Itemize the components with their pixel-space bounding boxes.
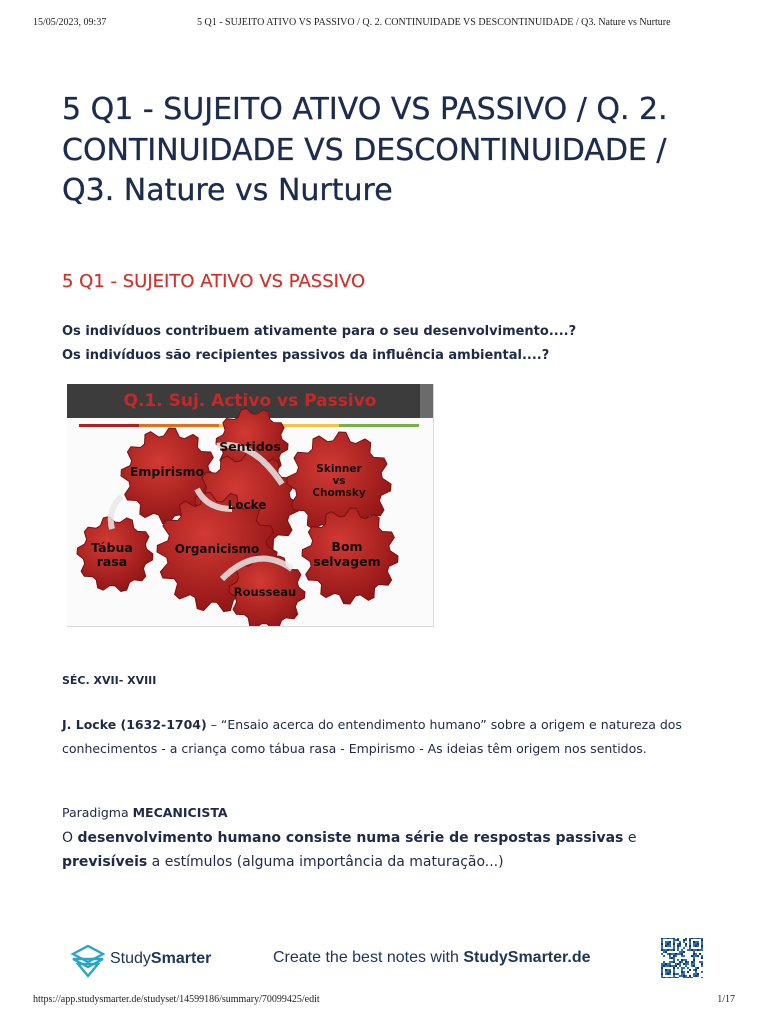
qr-cell [701, 955, 703, 957]
qr-cell [699, 949, 701, 951]
qr-cell [701, 961, 703, 963]
qr-cell [667, 943, 669, 945]
qr-cell [677, 973, 679, 975]
qr-cell [699, 953, 701, 955]
qr-cell [693, 945, 695, 947]
qr-cell [685, 975, 687, 977]
qr-cell [677, 959, 679, 961]
qr-cell [681, 951, 683, 953]
qr-cell [697, 941, 699, 943]
qr-cell [701, 977, 703, 978]
qr-cell [673, 959, 675, 961]
locke-rest: sobre a origem e natureza dos conhecimentos - a criança como tábua rasa - Empirismo - As ideias têm origem nos sentidos. [62, 717, 682, 756]
qr-cell [695, 941, 697, 943]
qr-cell [683, 977, 685, 978]
qr-cell [685, 939, 687, 941]
qr-cell [669, 963, 671, 965]
qr-cell [677, 949, 679, 951]
qr-cell [677, 938, 679, 939]
qr-cell [681, 973, 683, 975]
qr-cell [685, 961, 687, 963]
qr-cell [661, 965, 663, 967]
qr-cell [663, 949, 665, 951]
qr-cell [661, 977, 663, 978]
qr-cell [693, 953, 695, 955]
qr-cell [693, 965, 695, 967]
gear-label-skinner-3: Chomsky [312, 487, 366, 499]
qr-cell [677, 977, 679, 978]
qr-cell [685, 945, 687, 947]
qr-cell [675, 953, 677, 955]
qr-cell [697, 955, 699, 957]
qr-cell [669, 941, 671, 943]
qr-cell [669, 965, 671, 967]
qr-cell [683, 939, 685, 941]
qr-cell [687, 977, 689, 978]
qr-cell [683, 959, 685, 961]
qr-cell [689, 941, 691, 943]
qr-cell [679, 975, 681, 977]
qr-cell [689, 969, 691, 971]
gear-label-skinner-1: Skinner [316, 463, 362, 475]
print-footer [33, 994, 735, 1008]
gear-label-tabua-2: rasa [96, 554, 128, 569]
qr-cell [665, 945, 667, 947]
qr-cell [661, 973, 663, 975]
studysmarter-logo[interactable] [70, 941, 220, 977]
qr-cell [693, 951, 695, 953]
gear-label-bom-1: Bom [331, 539, 363, 554]
qr-cell [685, 943, 687, 945]
qr-cell [669, 973, 671, 975]
qr-cell [673, 957, 675, 959]
qr-cell [673, 961, 675, 963]
qr-cell [665, 969, 667, 971]
qr-cell [695, 975, 697, 977]
qr-cell [673, 941, 675, 943]
studysmarter-logo-icon [70, 943, 106, 979]
qr-cell [669, 971, 671, 973]
gear-label-skinner-2: vs [332, 475, 346, 487]
qr-cell [677, 939, 679, 941]
qr-cell [661, 939, 663, 941]
qr-cell [685, 963, 687, 965]
qr-cell [679, 953, 681, 955]
qr-cell [695, 938, 697, 939]
qr-cell [693, 943, 695, 945]
qr-cell [667, 977, 669, 978]
qr-cell [701, 939, 703, 941]
qr-cell [669, 938, 671, 939]
gear-label-rousseau: Rousseau [233, 585, 297, 599]
qr-cell [673, 947, 675, 949]
qr-cell [661, 953, 663, 955]
qr-cell [663, 951, 665, 953]
qr-cell [701, 945, 703, 947]
qr-cell [683, 971, 685, 973]
qr-cell [675, 963, 677, 965]
qr-cell [689, 939, 691, 941]
qr-cell [679, 945, 681, 947]
qr-cell [695, 945, 697, 947]
gear-label-bom-2: selvagem [313, 554, 381, 569]
qr-cell [685, 965, 687, 967]
qr-cell [689, 977, 691, 978]
gears-figure [67, 384, 434, 627]
qr-cell [671, 961, 673, 963]
qr-cell [681, 953, 683, 955]
qr-cell [681, 959, 683, 961]
paradigm-text-2: desenvolvimento humano consiste numa série de respostas passivas [77, 830, 624, 846]
qr-cell [671, 957, 673, 959]
qr-cell [691, 955, 693, 957]
qr-cell [669, 949, 671, 951]
qr-cell [683, 951, 685, 953]
qr-cell [683, 975, 685, 977]
qr-cell [679, 963, 681, 965]
qr-cell [701, 938, 703, 939]
qr-cell [685, 959, 687, 961]
qr-cell [671, 953, 673, 955]
qr-cell [661, 949, 663, 951]
qr-cell [667, 963, 669, 965]
qr-cell [673, 939, 675, 941]
qr-cell [669, 969, 671, 971]
qr-cell [663, 977, 665, 978]
paradigm-name: MECANICISTA [132, 805, 228, 820]
brand-name-1: Study [110, 950, 151, 967]
qr-cell [673, 967, 675, 969]
qr-cell [665, 938, 667, 939]
qr-cell [697, 945, 699, 947]
qr-cell [689, 947, 691, 949]
qr-cell [669, 957, 671, 959]
locke-paragraph [62, 713, 702, 761]
qr-cell [681, 967, 683, 969]
qr-cell [695, 955, 697, 957]
qr-cell [673, 973, 675, 975]
qr-cell [693, 949, 695, 951]
qr-cell [665, 943, 667, 945]
qr-cell [689, 938, 691, 939]
qr-cell [695, 973, 697, 975]
figure-title: Q.1. Suj. Activo vs Passivo [123, 391, 377, 411]
paradigm-text [62, 826, 712, 874]
paradigm-text-1: O [62, 830, 78, 846]
qr-cell [681, 975, 683, 977]
qr-cell [675, 977, 677, 978]
qr-cell [675, 965, 677, 967]
qr-cell [671, 965, 673, 967]
qr-cell [665, 951, 667, 953]
qr-cell [661, 969, 663, 971]
qr-cell [661, 963, 663, 965]
qr-cell [695, 949, 697, 951]
qr-cell [699, 938, 701, 939]
qr-cell [683, 963, 685, 965]
qr-cell [669, 943, 671, 945]
qr-cell [669, 953, 671, 955]
qr-cell [661, 945, 663, 947]
locke-quote: “Ensaio acerca do entendimento humano” [220, 717, 487, 732]
qr-cell [701, 957, 703, 959]
qr-cell [673, 971, 675, 973]
qr-cell [697, 967, 699, 969]
qr-cell [661, 971, 663, 973]
qr-cell [695, 953, 697, 955]
qr-cell [681, 955, 683, 957]
qr-cell [669, 961, 671, 963]
qr-cell [673, 965, 675, 967]
qr-cell [667, 969, 669, 971]
qr-cell [665, 949, 667, 951]
qr-cell [693, 969, 695, 971]
qr-cell [667, 953, 669, 955]
qr-cell [665, 973, 667, 975]
qr-cell [691, 977, 693, 978]
qr-cell [673, 975, 675, 977]
qr-code-icon [661, 938, 703, 978]
qr-cell [689, 943, 691, 945]
qr-cell [661, 975, 663, 977]
qr-cell [671, 949, 673, 951]
qr-cell [701, 971, 703, 973]
qr-cell [667, 945, 669, 947]
qr-cell [689, 975, 691, 977]
qr-cell [701, 941, 703, 943]
qr-cell [701, 947, 703, 949]
footer-cta-link[interactable]: StudySmarter.de [463, 949, 591, 966]
qr-cell [665, 977, 667, 978]
qr-cell [661, 943, 663, 945]
qr-cell [677, 953, 679, 955]
gear-label-tabua-1: Tábua [91, 540, 133, 555]
qr-cell [665, 963, 667, 965]
print-header [33, 17, 735, 31]
qr-cell [697, 975, 699, 977]
qr-cell [673, 949, 675, 951]
qr-cell [671, 938, 673, 939]
qr-cell [693, 955, 695, 957]
qr-cell [681, 961, 683, 963]
print-doc-title: 5 Q1 - SUJEITO ATIVO VS PASSIVO / Q. 2. CONTINUIDADE VS DESCONTINUIDADE / Q3. Nature vs Nurture [197, 17, 671, 28]
footer-cta[interactable] [273, 949, 590, 967]
qr-cell [669, 977, 671, 978]
qr-cell [667, 938, 669, 939]
qr-cell [683, 947, 685, 949]
qr-cell [671, 977, 673, 978]
qr-cell [687, 971, 689, 973]
qr-cell [691, 963, 693, 965]
qr-cell [687, 967, 689, 969]
qr-cell [665, 971, 667, 973]
locke-name: J. Locke (1632-1704) [62, 717, 207, 732]
qr-cell [661, 938, 663, 939]
qr-cell [699, 961, 701, 963]
intro-question-2: Os indivíduos são recipientes passivos da influência ambiental....? [62, 348, 550, 363]
qr-cell [669, 945, 671, 947]
qr-cell [667, 973, 669, 975]
intro-question-1: Os indivíduos contribuem ativamente para o seu desenvolvimento....? [62, 324, 577, 339]
qr-cell [679, 943, 681, 945]
print-page-number: 1/17 [717, 994, 735, 1005]
gear-label-organicismo: Organicismo [174, 542, 260, 556]
qr-cell [701, 949, 703, 951]
qr-cell [691, 965, 693, 967]
qr-cell [675, 939, 677, 941]
qr-cell [661, 967, 663, 969]
qr-cell [693, 957, 695, 959]
qr-cell [679, 965, 681, 967]
qr-cell [695, 967, 697, 969]
qr-cell [687, 949, 689, 951]
gear-label-sentidos: Sentidos [219, 439, 281, 454]
qr-cell [685, 938, 687, 939]
qr-cell [695, 971, 697, 973]
qr-cell [667, 971, 669, 973]
footer-cta-text: Create the best notes with [273, 949, 464, 966]
qr-cell [677, 945, 679, 947]
qr-cell [663, 963, 665, 965]
qr-cell [667, 949, 669, 951]
brand-name [110, 950, 211, 968]
qr-cell [663, 965, 665, 967]
paradigm-text-3: e [623, 830, 637, 846]
paradigm-text-4: previsíveis [62, 854, 148, 870]
qr-cell [677, 947, 679, 949]
qr-cell [673, 943, 675, 945]
qr-cell [675, 955, 677, 957]
qr-cell [687, 961, 689, 963]
qr-cell [693, 941, 695, 943]
qr-cell [697, 938, 699, 939]
paradigm-label: Paradigma [62, 805, 129, 820]
qr-cell [683, 941, 685, 943]
qr-cell [697, 943, 699, 945]
qr-cell [689, 945, 691, 947]
qr-cell [685, 977, 687, 978]
qr-cell [693, 959, 695, 961]
qr-cell [701, 965, 703, 967]
qr-cell [695, 969, 697, 971]
qr-cell [667, 965, 669, 967]
era-heading: SÉC. XVII- XVIII [62, 674, 157, 687]
qr-cell [695, 943, 697, 945]
qr-cell [673, 955, 675, 957]
qr-cell [677, 967, 679, 969]
qr-cell [675, 973, 677, 975]
qr-cell [673, 938, 675, 939]
qr-cell [681, 949, 683, 951]
qr-cell [673, 977, 675, 978]
qr-cell [697, 973, 699, 975]
qr-cell [701, 963, 703, 965]
intro-questions [62, 320, 702, 368]
qr-cell [661, 941, 663, 943]
qr-cell [673, 945, 675, 947]
qr-cell [677, 963, 679, 965]
qr-cell [661, 947, 663, 949]
qr-cell [687, 963, 689, 965]
qr-cell [681, 971, 683, 973]
qr-cell [701, 943, 703, 945]
paradigm-heading [62, 805, 228, 820]
qr-cell [693, 973, 695, 975]
qr-cell [681, 969, 683, 971]
page-title: 5 Q1 - SUJEITO ATIVO VS PASSIVO / Q. 2. CONTINUIDADE VS DESCONTINUIDADE / Q3. Nature vs Nurture [62, 92, 668, 208]
qr-cell [693, 975, 695, 977]
qr-cell [663, 938, 665, 939]
qr-cell [697, 949, 699, 951]
qr-cell [667, 941, 669, 943]
print-url: https://app.studysmarter.de/studyset/14599186/summary/70099425/edit [33, 994, 320, 1005]
qr-cell [691, 961, 693, 963]
qr-cell [679, 961, 681, 963]
qr-cell [679, 941, 681, 943]
qr-cell [673, 969, 675, 971]
qr-cell [677, 943, 679, 945]
qr-cell [683, 967, 685, 969]
locke-dash: – [206, 717, 221, 732]
qr-cell [683, 973, 685, 975]
gear-label-empirismo: Empirismo [129, 464, 205, 479]
qr-cell [691, 938, 693, 939]
paradigm-text-5: a estímulos (alguma importância da maturação...) [147, 854, 504, 870]
qr-cell [693, 938, 695, 939]
gears-illustration [67, 384, 433, 626]
brand-name-2: Smarter [150, 950, 212, 967]
section-title: 5 Q1 - SUJEITO ATIVO VS PASSIVO [62, 271, 366, 292]
qr-cell [663, 955, 665, 957]
qr-cell [665, 941, 667, 943]
qr-cell [693, 963, 695, 965]
gear-label-locke: Locke [227, 498, 267, 512]
qr-cell [689, 949, 691, 951]
print-date: 15/05/2023, 09:37 [33, 17, 107, 28]
qr-cell [673, 953, 675, 955]
qr-cell [669, 955, 671, 957]
qr-cell [691, 949, 693, 951]
qr-cell [665, 965, 667, 967]
qr-cell [679, 951, 681, 953]
qr-cell [683, 955, 685, 957]
qr-cell [663, 961, 665, 963]
qr-cell [693, 961, 695, 963]
